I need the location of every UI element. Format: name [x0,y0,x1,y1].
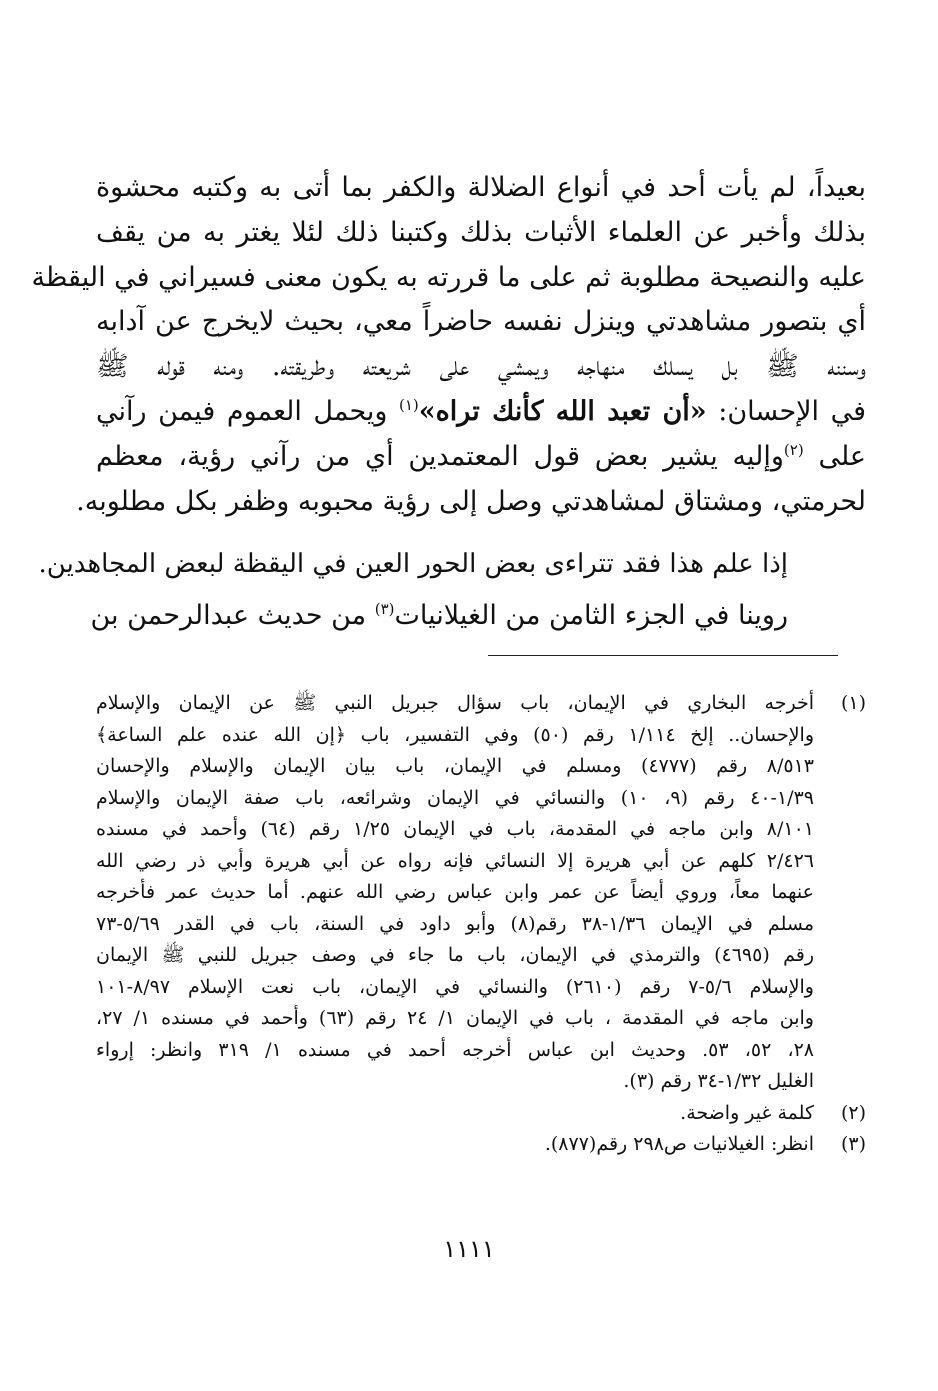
footnote-body [96,1129,814,1161]
footnote-line: والإحسان.. إلخ ١/١١٤ رقم (٥٠) وفي التفسير، باب ﴿إن الله عنده علم الساعة﴾ [96,723,815,746]
main-paragraph [31,166,867,524]
footnote-body [96,688,814,1098]
text-line: بعيداً، لم يأت أحد في أنواع الضلالة والكفر بما أتى به وكتبه محشوة [96,172,866,203]
footnote-line: الغليل ١/٣٢-٣٤ رقم (٣). [623,1070,814,1092]
page-number: ١١١١ [443,1235,495,1263]
text-line: بذلك وأخبر عن العلماء الأثبات بذلك وكتبنا ذلك لئلا يغتر به من يقف [96,216,866,248]
footnote-line: كلمة غير واضحة. [680,1101,814,1124]
footnote-3 [96,1129,866,1161]
footnote-number: (٣) [840,1133,866,1155]
footnote-body [96,1098,814,1130]
text-fragment: روينا في الجزء الثامن من الغيلانيات [394,600,788,631]
footnote-line: أخرجه البخاري في الإيمان، باب سؤال جبريل النبي ﷺ عن الإيمان والإسلام [96,692,814,714]
footnote-line: والإسلام ٥/٦-٧ رقم (٢٦١٠) والنسائي في الإيمان، باب نعت الإسلام ٨/٩٧-١٠١ [96,975,814,998]
footnote-line: وابن ماجه في المقدمة ، باب في الإيمان ١/ ٢٤ رقم (٦٣) وأحمد في مسنده ١/ ٢٧، [96,1007,814,1029]
text-line [96,390,866,435]
footnote-ref-1[interactable]: (١) [399,395,419,414]
footnote-line: انظر: الغيلانيات ص٢٩٨ رقم(٨٧٧). [544,1133,814,1155]
paragraph-start [91,596,789,636]
text-line: وسننه ﷺ بل يسلك منهاجه ويمشي على شريعته وطريقته. ومنه قوله ﷺ [96,351,866,383]
text-fragment: وإليه يشير بعض قول المعتمدين أي من رآني رؤية، معظم [96,440,784,472]
text-line: عليه والنصيحة مطلوبة ثم على ما قررته به يكون معنى فسيراني في اليقظة [31,261,866,293]
footnote-line: ٨/١٠١ وابن ماجه في المقدمة، باب في الإيمان ١/٢٥ رقم (٦٤) وأحمد في مسنده [96,818,815,840]
footnote-divider [488,655,838,656]
footnote-line: ٢٨، ٥٢، ٥٣. وحديث ابن عباس أخرجه أحمد في مسنده ١/ ٣١٩ وانظر: إرواء [96,1038,814,1061]
footnote-line: مسلم في الإيمان ١/٣٦-٣٨ رقم(٨) وأبو داود في السنة، باب في القدر ٥/٦٩-٧٣ [96,912,814,935]
footnote-ref-3[interactable]: (٣) [374,600,395,618]
section-heading: إذا علم هذا فقد تتراءى بعض الحور العين في اليقظة لبعض المجاهدين. [38,549,788,579]
footnote-number: (١) [840,692,866,714]
footnote-2 [96,1098,866,1130]
text-line [96,435,866,480]
footnote-line: ١/٣٩-٤٠ رقم (٩، ١٠) والنسائي في الإيمان وشرائعه، باب صفة الإيمان والإسلام [96,786,814,809]
text-line: أي بتصور مشاهدتي وينزل نفسه حاضراً معي، بحيث لايخرج عن آدابه [96,306,867,338]
footnotes [96,688,866,1161]
footnote-line: ٢/٤٢٦ كلهم عن أبي هريرة إلا النسائي فإنه رواه عن أبي هريرة وأبي ذر رضي الله [96,849,814,872]
footnote-line: ٨/٥١٣ رقم (٤٧٧٧) ومسلم في الإيمان، باب بيان الإيمان والإسلام والإحسان [96,755,814,777]
text-fragment: على [803,440,866,472]
text-line: لحرمتي، ومشتاق لمشاهدتي وصل إلى رؤية محبوبه وظفر بكل مطلوبه. [76,485,866,517]
footnote-line: رقم (٤٦٩٥) والترمذي في الإيمان، باب ما جاء في وصف جبريل للنبي ﷺ الإيمان [96,944,814,966]
footnote-ref-2[interactable]: (٢) [783,440,804,459]
text-fragment: في الإحسان: [706,395,866,427]
footnote-1 [96,688,866,1098]
text-fragment: ويحمل العموم فيمن رآني [96,395,399,427]
text-fragment: من حديث عبدالرحمن بن [90,600,375,631]
footnote-line: عنهما معاً، وروي أيضاً عن عمر وابن عباس رضي الله عنهم. أما حديث عمر فأخرجه [96,881,814,903]
footnote-number: (٢) [840,1101,866,1124]
hadith-quote: «أن تعبد الله كأنك تراه» [418,395,707,427]
